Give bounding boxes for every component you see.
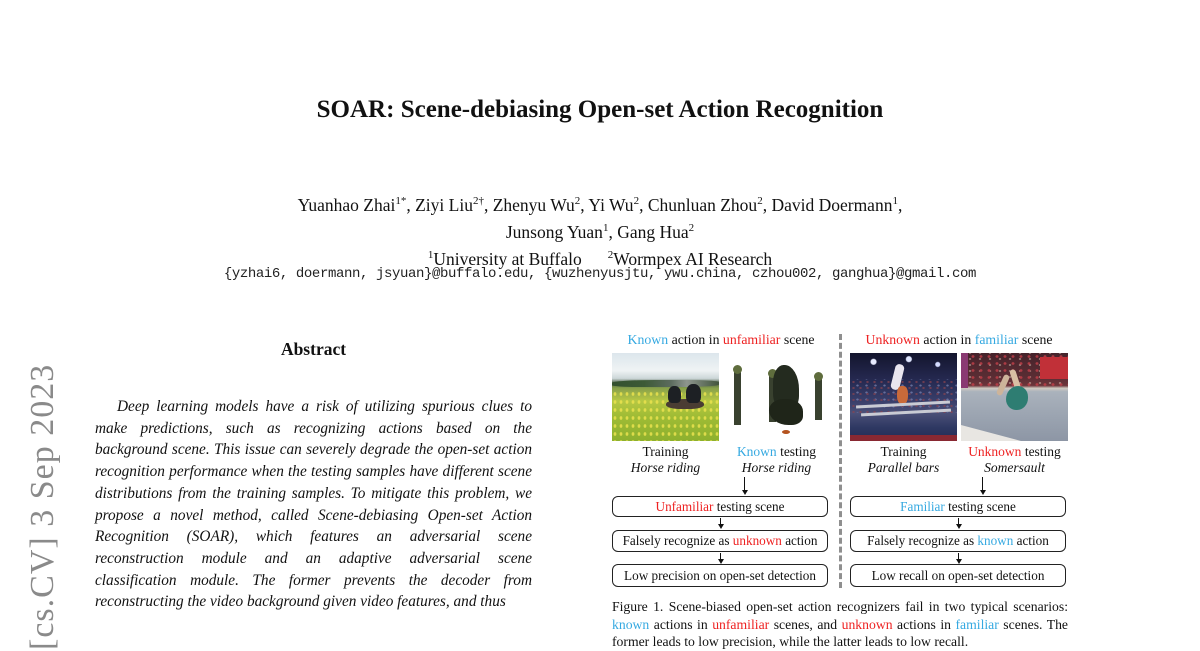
down-arrow (978, 477, 987, 495)
flower-field-graphic (612, 390, 719, 441)
horse-silhouette-graphic (769, 399, 803, 425)
label-unknown-testing: Unknown testing Somersault (968, 444, 1061, 475)
paper-title: SOAR: Scene-debiasing Open-set Action Recognition (316, 96, 884, 123)
authors-line-1: Yuanhao Zhai$^{1*}$, Ziyi Liu$^{2\dagger}$, Zhenyu Wu$^2$, Yi Wu$^2$, Chunluan Zhou$^2$, David Doermann$^1$, (297, 194, 903, 215)
rider-graphic (686, 384, 701, 403)
photo-testing-somersault (961, 353, 1068, 441)
panel-left-thumbnails (612, 353, 830, 441)
banner-graphic (961, 353, 968, 388)
photo-training-horse-riding-field (612, 353, 719, 441)
figure-1-caption: Figure 1. Scene-biased open-set action recognizers fail in two typical scenarios: known actions in unfamiliar scenes, and unknown actions in familiar scenes. The former leads to low precision, while the latter leads to low recall. (612, 599, 1068, 650)
dashed-divider (839, 334, 842, 588)
box-falsely-recognize-unknown: Falsely recognize as unknown action (612, 530, 828, 552)
gymnast-graphic (897, 386, 908, 404)
arxiv-stamp: [cs.CV] 3 Sep 2023 (24, 363, 61, 650)
floor-strip-graphic (850, 435, 957, 441)
panel-right-header: Unknown action in familiar scene (865, 332, 1053, 347)
down-arrow (954, 518, 963, 529)
panel-right-thumbnails (850, 353, 1068, 441)
abstract-heading: Abstract (280, 339, 347, 359)
box-falsely-recognize-known: Falsely recognize as known action (850, 530, 1066, 552)
label-training: Training Parallel bars (867, 444, 940, 475)
down-arrow (740, 477, 749, 495)
box-unfamiliar-testing-scene: Unfamiliar testing scene (612, 496, 828, 517)
mat-edge-graphic (961, 425, 1021, 441)
panel-right-image-labels (850, 444, 1068, 476)
red-seats-graphic (1040, 357, 1068, 380)
author-emails: {yzhai6, doermann, jsyuan}@buffalo.edu, {wuzhenyusjtu, ywu.china, czhou002, ganghua}@gmail.com (223, 266, 977, 282)
down-arrow (716, 553, 725, 564)
down-arrow (954, 553, 963, 564)
abstract-section (95, 330, 532, 648)
rider-graphic (668, 386, 681, 403)
post-graphic (734, 372, 741, 425)
photo-testing-horse-riding-fog (723, 353, 830, 441)
box-familiar-testing-scene: Familiar testing scene (850, 496, 1066, 517)
post-graphic (815, 379, 822, 419)
photo-training-parallel-bars (850, 353, 957, 441)
abstract-text: Deep learning models have a risk of utilizing spurious clues to make predictions, such as recognizing actions based on the background scene. This issue can severely degrade the open-set action recognition performance when the testing samples have different scene distributions from the training samples. To mitigate this problem, we propose a novel method, called Scene-debiasing Open-set Action Recognition (SOAR), which features an adversarial scene reconstruction module and an adaptive adversarial scene classification module. The former prevents the decoder from reconstructing the video background given video features, and thus (95, 398, 532, 611)
box-low-recall: Low recall on open-set detection (850, 564, 1066, 587)
panel-known-action-unfamiliar-scene (612, 330, 830, 590)
panel-unknown-action-familiar-scene (850, 330, 1068, 590)
author-block (0, 190, 1200, 270)
ground-fleck-graphic (782, 430, 790, 434)
figure-1 (612, 330, 1068, 648)
label-training: Training Horse riding (630, 444, 701, 475)
down-arrow (716, 518, 725, 529)
treeline-graphic (612, 380, 719, 387)
affiliations: $^1$University at Buffalo $^2$Wormpex AI Research (427, 248, 773, 269)
panel-left-header: Known action in unfamiliar scene (627, 332, 815, 347)
label-known-testing: Known testing Horse riding (736, 444, 817, 475)
gymnast-graphic (1006, 386, 1028, 410)
box-low-precision: Low precision on open-set detection (612, 564, 828, 587)
panel-left-image-labels (612, 444, 830, 476)
authors-line-2: Junsong Yuan$^1$, Gang Hua$^2$ (505, 221, 695, 242)
